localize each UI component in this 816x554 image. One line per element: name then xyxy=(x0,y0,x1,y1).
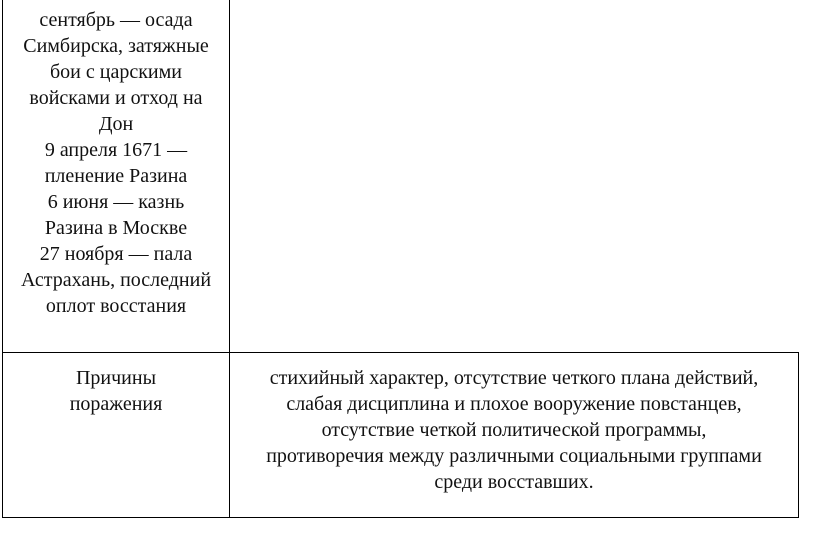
row1-line: войсками и отход на xyxy=(29,87,203,109)
table-bottom-border xyxy=(2,517,799,518)
row1-line: бои с царскими xyxy=(50,61,182,83)
row1-line: 9 апреля 1671 — xyxy=(44,139,188,161)
row2-left-cell xyxy=(3,365,229,417)
row2-right-line: отсутствие четкой политической программы, xyxy=(321,419,707,441)
row2-right-line: слабая дисциплина и плохое вооружение повстанцев, xyxy=(286,393,742,415)
row1-line: оплот восстания xyxy=(45,295,187,317)
row1-line: сентябрь — осада xyxy=(39,9,193,31)
row1-left-cell xyxy=(3,7,229,319)
row1-line: пленение Разина xyxy=(44,165,188,187)
row1-line: Симбирска, затяжные xyxy=(23,35,209,57)
row1-line: Астрахань, последний xyxy=(20,269,212,291)
row1-line: 6 июня — казнь xyxy=(47,191,185,213)
row1-line: Дон xyxy=(98,113,134,135)
row2-left-line: поражения xyxy=(69,393,163,415)
row2-right-line: стихийный характер, отсутствие четкого плана действий, xyxy=(269,367,759,389)
row1-line: 27 ноября — пала xyxy=(39,243,193,265)
row2-right-line: среди восставших. xyxy=(434,471,594,493)
row2-left-line: Причины xyxy=(75,367,157,389)
row2-right-line: противоречия между различными социальными группами xyxy=(266,445,762,467)
row2-right-cell xyxy=(230,365,798,495)
table-row-divider xyxy=(2,352,799,353)
row1-line: Разина в Москве xyxy=(44,217,188,239)
table-right-border xyxy=(798,352,799,518)
